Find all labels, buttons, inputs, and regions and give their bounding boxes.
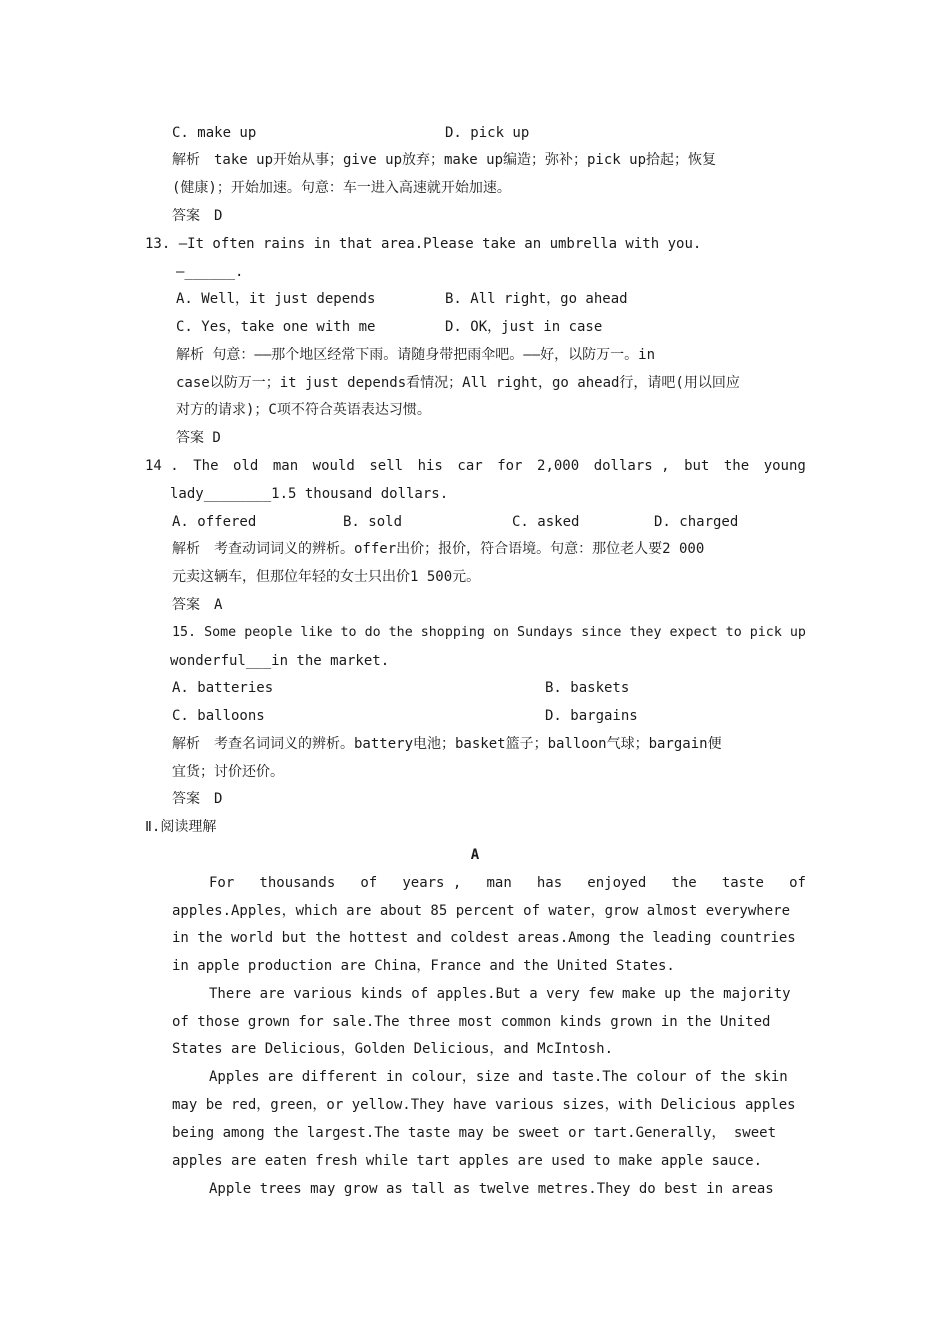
passage-word: man (486, 875, 512, 891)
q14-word: his (417, 458, 443, 474)
passage-word: the (671, 875, 697, 891)
q12-analysis-line-2: (健康)；开始加速。句意：车一进入高速就开始加速。 (172, 180, 511, 196)
q15-option-b: B. baskets (545, 680, 630, 696)
q14-word: The (193, 458, 219, 474)
q14-option-d: D. charged (654, 514, 739, 530)
passage-label: A (470, 847, 480, 863)
passage-p1-line-1 (209, 873, 806, 893)
passage-word: years , (402, 875, 462, 891)
q15-option-c: C. balloons (172, 708, 265, 724)
passage-p3-line-4: apples are eaten fresh while tart apples are used to make apple sauce. (172, 1153, 763, 1169)
q13-reply-blank: —______. (176, 264, 244, 280)
passage-p1-line-4: in apple production are China，France and the United States. (172, 958, 675, 974)
passage-word: For (209, 875, 235, 891)
q12-option-d: D. pick up (445, 125, 530, 141)
q13-option-d: D. OK，just in case (445, 319, 603, 335)
q14-word: sell (369, 458, 404, 474)
q14-word: dollars , (593, 458, 670, 474)
q14-word: 14 . (145, 458, 179, 474)
q15-option-d: D. bargains (545, 708, 638, 724)
q13-option-a: A. Well，it just depends (176, 291, 376, 307)
q12-analysis-line-1: 解析 take up开始从事；give up放弃；make up编造；弥补；pick up拾起；恢复 (172, 152, 717, 168)
q14-analysis-line-2: 元卖这辆车，但那位年轻的女士只出价1 500元。 (172, 569, 481, 585)
q14-stem-line-2: lady________1.5 thousand dollars. (170, 486, 449, 502)
q14-word: would (312, 458, 355, 474)
q14-word: the (723, 458, 750, 474)
q12-option-c: C. make up (172, 125, 257, 141)
passage-word: thousands (259, 875, 336, 891)
passage-p4-line-1: Apple trees may grow as tall as twelve metres.They do best in areas (209, 1181, 774, 1197)
passage-p3-line-1: Apples are different in colour，size and taste.The colour of the skin (209, 1069, 788, 1085)
passage-word: of (360, 875, 378, 891)
q13-analysis-line-1: 解析 句意：——那个地区经常下雨。请随身带把雨伞吧。——好，以防万一。in (176, 347, 655, 363)
q14-stem-line-1 (145, 456, 806, 476)
q15-stem-line-2: wonderful___in the market. (170, 653, 390, 669)
passage-word: enjoyed (587, 875, 647, 891)
q14-analysis-line-1: 解析 考查动词词义的辨析。offer出价；报价，符合语境。句意：那位老人要2 000 (172, 541, 705, 557)
q14-word: for (497, 458, 523, 474)
q14-option-b: B. sold (343, 514, 403, 530)
passage-p2-line-1: There are various kinds of apples.But a very few make up the majority (209, 986, 791, 1002)
q12-answer: 答案 D (172, 208, 223, 224)
passage-p2-line-3: States are Delicious，Golden Delicious，and McIntosh. (172, 1041, 614, 1057)
q13-option-b: B. All right，go ahead (445, 291, 628, 307)
q15-option-a: A. batteries (172, 680, 274, 696)
q13-stem: 13. —It often rains in that area.Please take an umbrella with you. (145, 236, 702, 252)
passage-word: taste (721, 875, 764, 891)
q14-word: old (233, 458, 259, 474)
passage-p2-line-2: of those grown for sale.The three most common kinds grown in the United (172, 1014, 771, 1030)
q14-word: young (763, 458, 806, 474)
q14-answer: 答案 A (172, 597, 223, 613)
passage-word: has (536, 875, 563, 891)
q14-option-a: A. offered (172, 514, 257, 530)
passage-word: of (789, 875, 806, 891)
q13-analysis-line-2: case以防万一；it just depends看情况；All right，go ahead行，请吧(用以回应 (176, 375, 740, 391)
passage-p1-line-2: apples.Apples，which are about 85 percent of water，grow almost everywhere (172, 903, 791, 919)
passage-p3-line-2: may be red，green，or yellow.They have various sizes，with Delicious apples (172, 1097, 796, 1113)
q13-option-c: C. Yes，take one with me (176, 319, 376, 335)
q14-option-c: C. asked (512, 514, 580, 530)
q14-word: car (457, 458, 483, 474)
q15-analysis-line-2: 宜货；讨价还价。 (172, 764, 284, 780)
q13-answer: 答案 D (176, 430, 221, 446)
q13-analysis-line-3: 对方的请求)；C项不符合英语表达习惯。 (176, 402, 431, 418)
q14-word: but (684, 458, 710, 474)
passage-p3-line-3: being among the largest.The taste may be sweet or tart.Generally， sweet (172, 1125, 777, 1141)
passage-p1-line-3: in the world but the hottest and coldest areas.Among the leading countries (172, 930, 796, 946)
q15-answer: 答案 D (172, 791, 223, 807)
q15-analysis-line-1: 解析 考查名词词义的辨析。battery电池；basket篮子；balloon气球；bargain便 (172, 736, 722, 752)
q14-word: man (272, 458, 299, 474)
q14-word: 2,000 (537, 458, 580, 474)
q15-stem-line-1: 15. Some people like to do the shopping on Sundays since they expect to pick up (172, 625, 806, 640)
section-title: Ⅱ.阅读理解 (145, 819, 217, 835)
